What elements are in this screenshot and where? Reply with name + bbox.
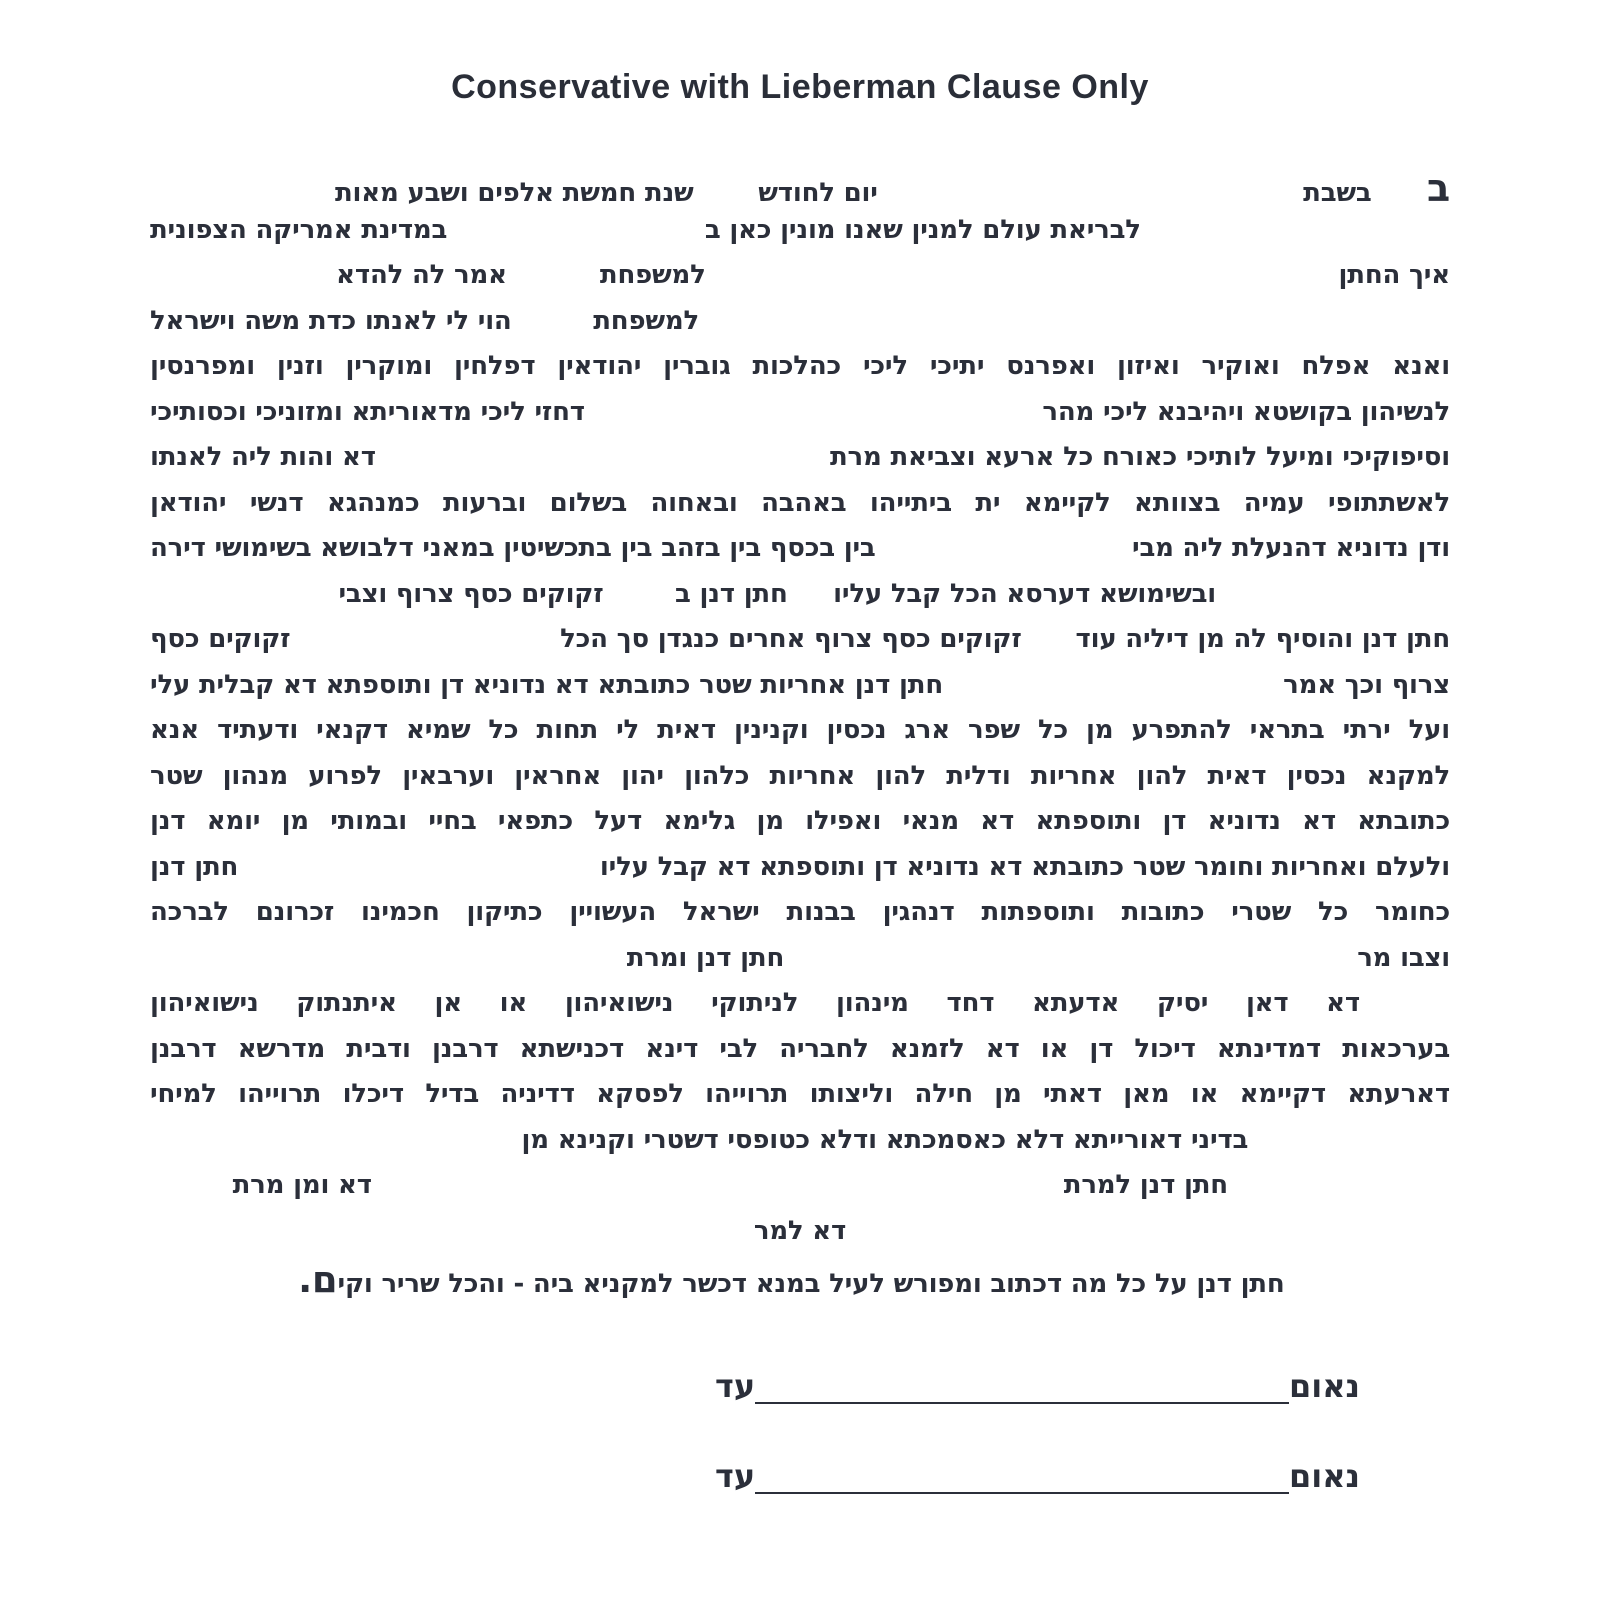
fill-blank — [512, 306, 594, 352]
fill-blank — [372, 1170, 1064, 1216]
text-segment: זקוקים כסף — [150, 624, 291, 654]
ketubah-line — [150, 351, 1450, 397]
fill-blank — [943, 670, 1283, 716]
signature-row — [715, 1367, 1360, 1415]
ketubah-line — [150, 897, 1450, 943]
fill-blank — [876, 533, 1132, 579]
text-segment: חתן דנן והוסיף לה מן דיליה עוד — [1075, 624, 1450, 654]
text-segment: דא דאן יסיק אדעתא דחד מינהון לניתוקי נישואיהון או אן איתנתוק נישואיהון — [150, 988, 1360, 1018]
fill-blank — [290, 624, 560, 670]
fill-blank — [784, 943, 1357, 989]
text-segment: דא למר — [753, 1215, 847, 1246]
signature-line[interactable] — [755, 1492, 1289, 1494]
fill-blank — [1372, 169, 1427, 215]
indent-space — [1248, 1125, 1450, 1171]
fill-blank — [1022, 624, 1076, 670]
fill-blank — [507, 260, 600, 306]
fill-blank — [150, 1170, 233, 1216]
text-segment: זקוקים כסף צרוף וצבי — [338, 578, 604, 609]
fill-blank — [788, 579, 834, 625]
fill-blank — [878, 169, 1303, 215]
text-segment: הוי לי לאנתו כדת משה וישראל — [150, 305, 512, 336]
signature-row — [715, 1457, 1360, 1505]
indent-space — [1216, 579, 1450, 625]
text-segment: חתן דנן למרת — [1063, 1170, 1228, 1200]
text-segment: חתן דנן — [150, 851, 239, 882]
text-segment: כתובתא דא נדוניא דן ותוספתא דא מנאי ואפילו מן גלימא דעל כתפאי בחיי ובמותי מן יומא דנן — [150, 806, 1450, 836]
text-segment: לבריאת עולם למנין שאנו מונין כאן ב — [704, 214, 1141, 245]
indent-space — [1228, 1170, 1450, 1216]
ketubah-line — [150, 1216, 1450, 1262]
ketubah-line — [150, 943, 1450, 989]
ketubah-line — [150, 260, 1450, 306]
ketubah-line — [150, 624, 1450, 670]
fill-blank — [603, 579, 674, 625]
ketubah-line — [150, 215, 1450, 261]
text-segment: יום לחודש — [758, 178, 878, 208]
fill-blank — [150, 260, 336, 306]
signer-label: נאום — [1288, 1456, 1360, 1495]
text-segment: שנת חמשת אלפים ושבע מאות — [334, 178, 694, 208]
text-segment: זקוקים כסף צרוף אחרים כנגדן סך הכל — [560, 624, 1022, 654]
text-segment: ובשימושא דערסא הכל קבל עליו — [833, 578, 1217, 609]
text-segment: צרוף וכך אמר — [1283, 669, 1450, 700]
text-segment: ולעלם ואחריות וחומר שטר כתובתא דא נדוניא דן ותוספתא דא קבל עליו — [599, 851, 1450, 882]
fill-blank — [585, 397, 1043, 443]
ketubah-line — [150, 306, 1450, 352]
signature-line[interactable] — [755, 1402, 1289, 1404]
initial-letter: ב — [1427, 166, 1450, 210]
text-segment: בערכאות דמדינתא דיכול דן או דא לזמנא לחבריה לבי דינא דכנישתא דרבנן ודבית מדרשא דרבנן — [150, 1033, 1450, 1064]
text-segment: למשפחת — [599, 260, 706, 290]
text-segment: אמר לה להדא — [336, 260, 507, 290]
text-segment: למשפחת — [593, 305, 700, 336]
text-segment: בדיני דאורייתא דלא כאסמכתא ודלא כטופסי דשטרי וקנינא מן — [521, 1124, 1249, 1155]
text-segment: חתן דנן על כל מה דכתוב ומפורש לעיל במנא דכשר למקניא ביה - והכל שריר וקי — [337, 1269, 1285, 1299]
ketubah-text-block — [150, 166, 1450, 1307]
ketubah-line — [150, 579, 1450, 625]
text-segment: לאשתתופי עמיה בצוותא לקיימא ית ביתייהו באהבה ובאחוה בשלום וברעות כמנהגא דנשי יהודאן — [150, 487, 1450, 518]
text-segment: למקנא נכסין דאית להון אחריות ודלית להון אחריות כלהון יהון אחראין וערבאין לפרוע מנהון שטר — [150, 760, 1450, 791]
ketubah-line — [150, 1079, 1450, 1125]
fill-blank — [706, 260, 1339, 306]
ketubah-line — [150, 1170, 1450, 1216]
ketubah-line — [150, 166, 1450, 215]
ketubah-line — [150, 488, 1450, 534]
ketubah-line — [150, 533, 1450, 579]
text-segment: איך החתן — [1338, 260, 1450, 290]
ketubah-line — [150, 715, 1450, 761]
ketubah-line — [150, 852, 1450, 898]
signer-label: נאום — [1288, 1366, 1360, 1405]
indent-space — [1285, 1261, 1450, 1307]
witness-label: עד — [715, 1366, 756, 1405]
fill-blank — [699, 306, 1450, 352]
text-segment: ועל ירתי בתראי להתפרע מן כל שפר ארג נכסין וקנינין דאית לי תחות כל שמיא דקנאי ודעתיד אנא — [150, 715, 1450, 745]
ketubah-line — [150, 1258, 1450, 1307]
fill-blank — [150, 943, 627, 989]
ketubah-line — [150, 670, 1450, 716]
fill-blank — [150, 579, 338, 625]
ketubah-line — [150, 397, 1450, 443]
text-segment: ודן נדוניא דהנעלת ליה מבי — [1131, 533, 1450, 563]
text-segment: חתן דנן אחריות שטר כתובתא דא נדוניא דן ותוספתא דא קבלית עלי — [150, 669, 943, 700]
text-segment: וסיפוקיכי ומיעל לותיכי כאורח כל ארעא וצביאת מרת — [829, 442, 1450, 472]
fill-blank — [376, 442, 830, 488]
indent-space — [1141, 215, 1450, 261]
fill-blank — [150, 169, 335, 215]
text-segment: ואנא אפלח ואוקיר ואיזון ואפרנס יתיכי ליכי כהלכות גוברין יהודאין דפלחין ומוקרין וזנין ומפרנסין — [150, 351, 1450, 381]
ketubah-line — [150, 442, 1450, 488]
text-segment: חתן דנן ב — [674, 578, 788, 609]
text-segment: חתן דנן ומרת — [626, 942, 785, 973]
ketubah-line — [150, 988, 1450, 1034]
indent-space — [150, 1261, 298, 1307]
fill-blank — [846, 1216, 1450, 1262]
ketubah-line — [150, 761, 1450, 807]
fill-blank — [150, 1125, 522, 1171]
witness-label: עד — [715, 1456, 756, 1495]
text-segment: לנשיהון בקושטא ויהיבנא ליכי מהר — [1042, 396, 1450, 427]
text-segment: דארעתא דקיימא או מאן דאתי מן חילה וליצותו תרוייהו לפסקא דדיניה בדיל דיכלו תרוייהו למיחי — [150, 1079, 1450, 1109]
text-segment: בשבת — [1303, 178, 1372, 208]
final-mem-letter: ם. — [298, 1258, 338, 1301]
text-segment: דחזי ליכי מדאוריתא ומזוניכי וכסותיכי — [150, 396, 585, 427]
text-segment: במדינת אמריקה הצפונית — [150, 214, 448, 245]
text-segment: וצבו מר — [1357, 942, 1450, 973]
text-segment: דא ומן מרת — [232, 1170, 372, 1200]
text-segment: דא והות ליה לאנתו — [150, 442, 376, 472]
ketubah-line — [150, 806, 1450, 852]
fill-blank — [447, 215, 705, 261]
ketubah-line — [150, 1034, 1450, 1080]
text-segment: כחומר כל שטרי כתובות ותוספתות דנהגין בבנות ישראל העשויין כתיקון חכמינו זכרונם לברכה — [150, 897, 1450, 927]
fill-blank — [150, 1216, 754, 1262]
document-title: Conservative with Lieberman Clause Only — [451, 68, 1149, 106]
fill-blank — [694, 169, 759, 215]
ketubah-line — [150, 1125, 1450, 1171]
fill-blank — [238, 852, 600, 898]
text-segment: בין בכסף בין בזהב בין בתכשיטין במאני דלבושא בשימושי דירה — [150, 533, 876, 563]
